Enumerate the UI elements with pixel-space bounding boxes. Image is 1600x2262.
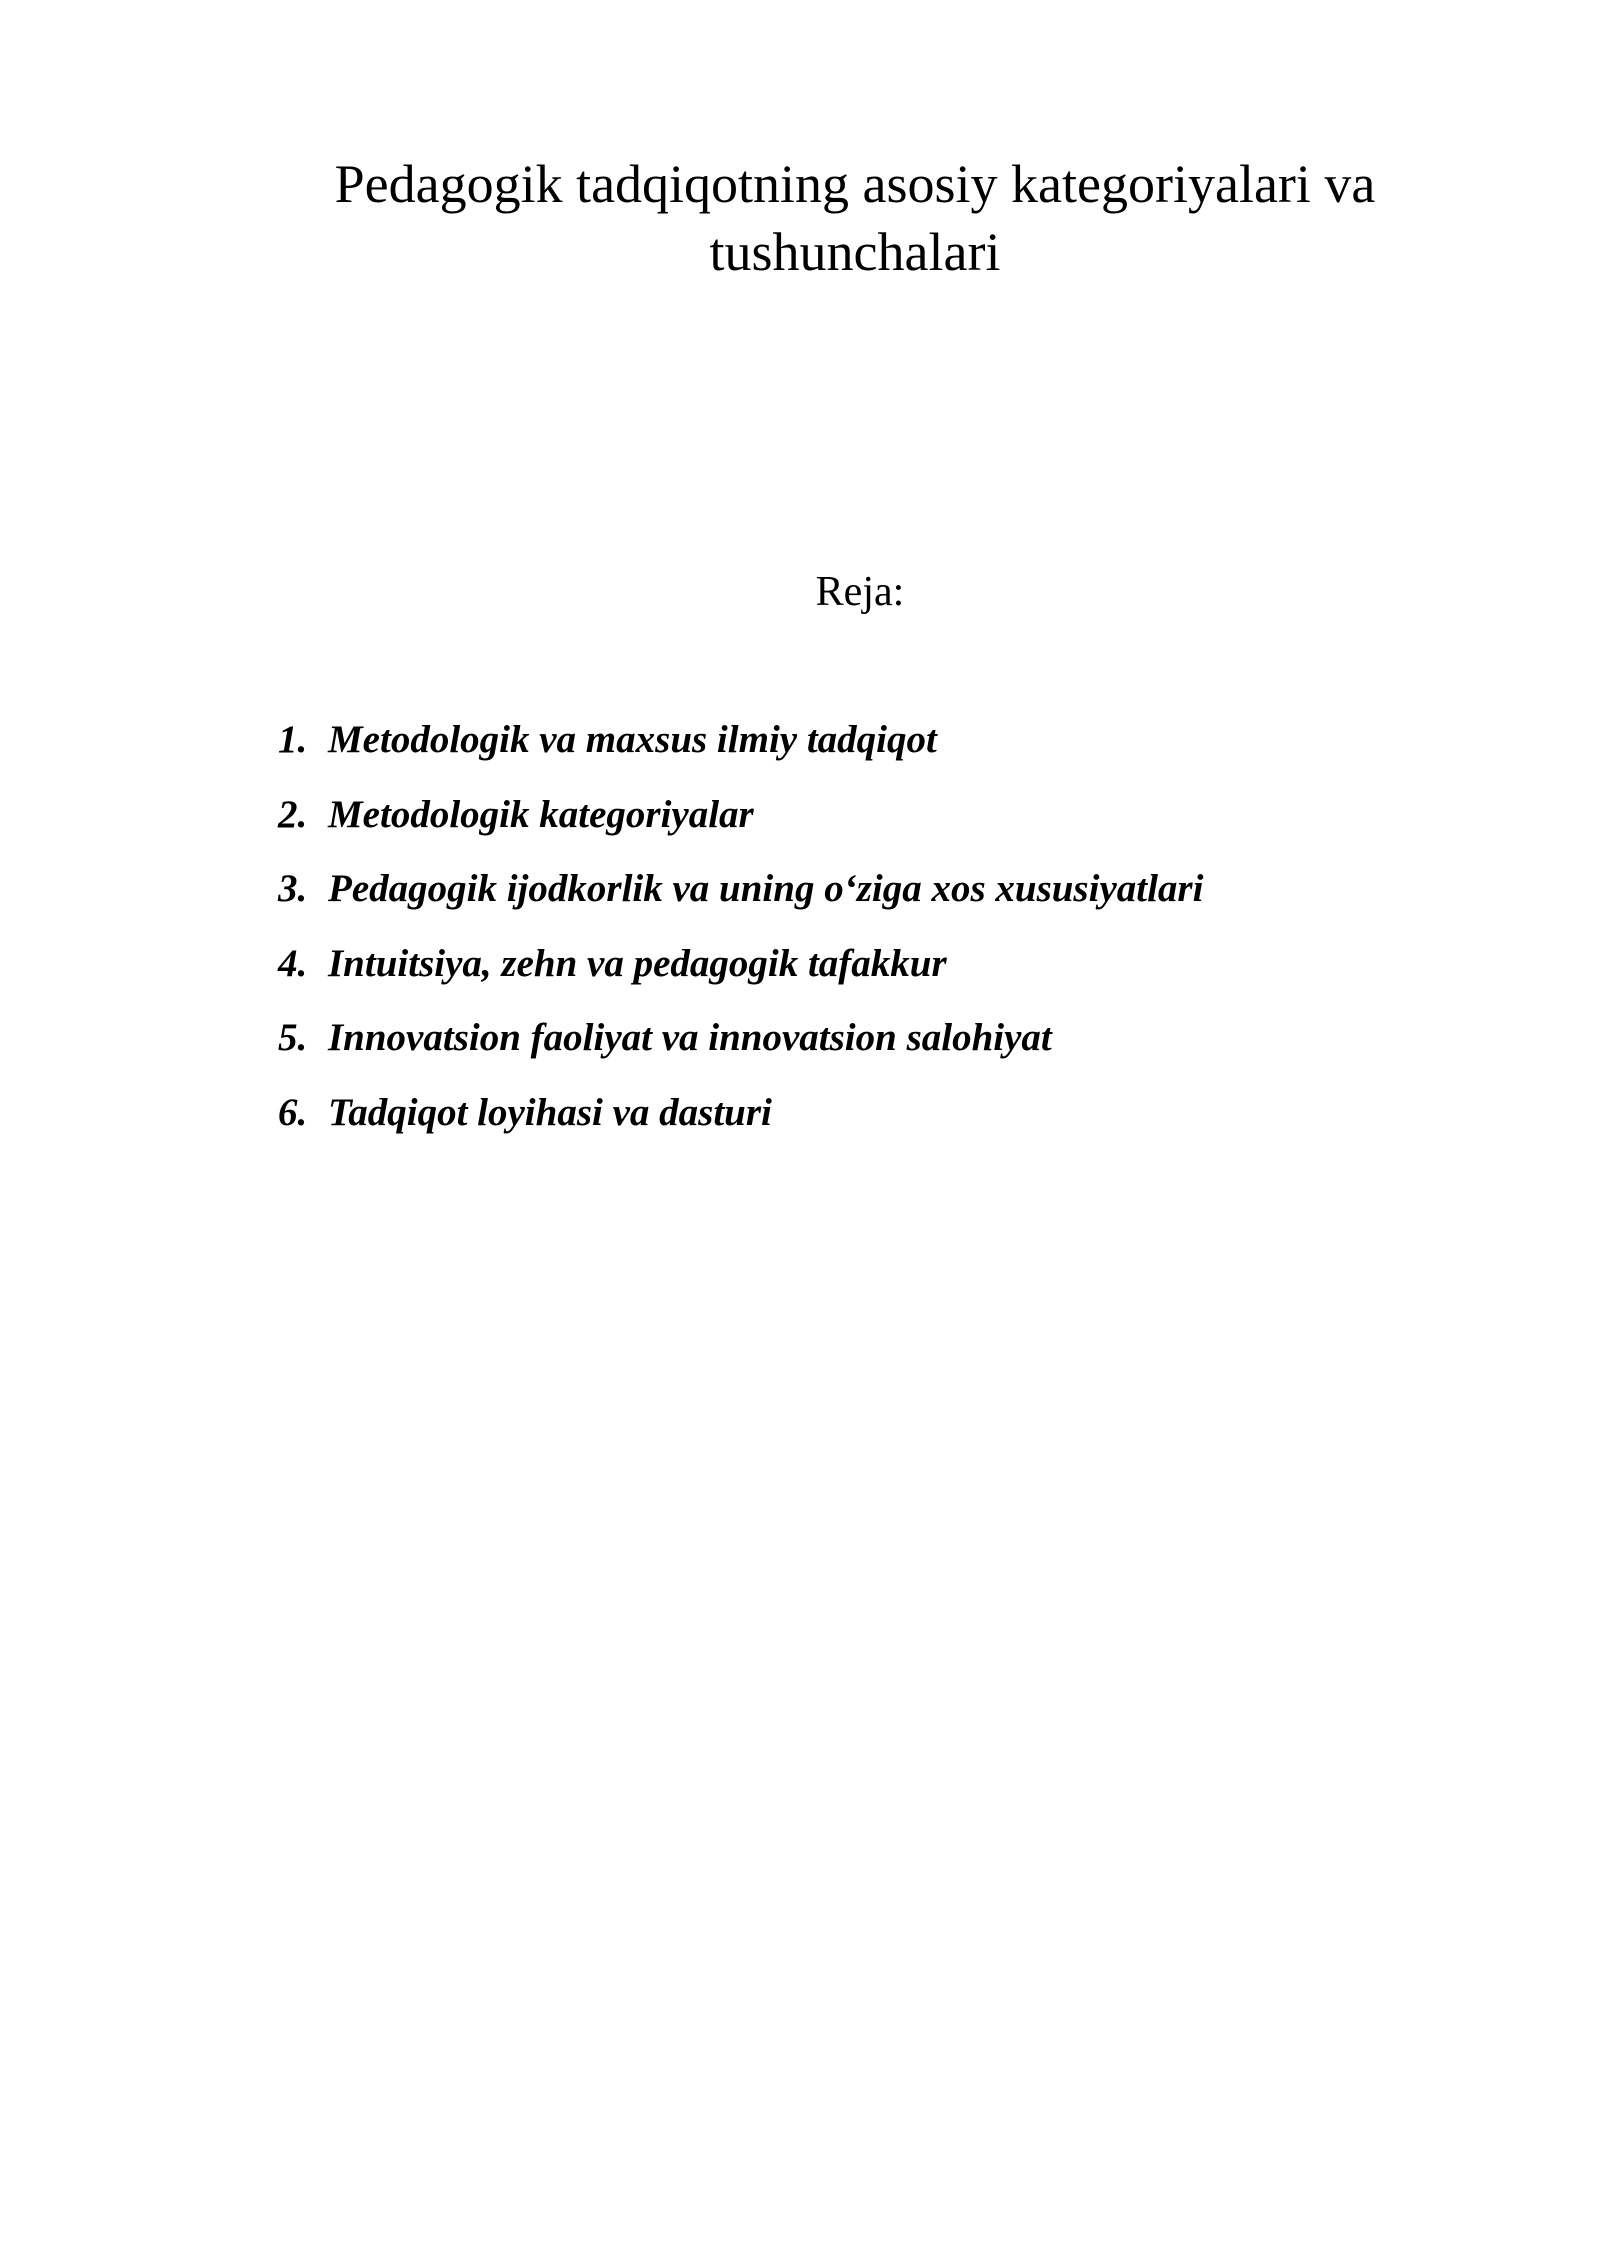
plan-item-text: Metodologik va maxsus ilmiy tadqiqot bbox=[328, 718, 937, 761]
plan-item bbox=[278, 791, 1203, 866]
plan-item-number: 6. bbox=[278, 1090, 308, 1134]
plan-item-text: Tadqiqot loyihasi va dasturi bbox=[328, 1090, 772, 1134]
plan-item-number: 3. bbox=[278, 867, 308, 910]
document-title: Pedagogik tadqiqotning asosiy kategoriyalari va tushunchalari bbox=[334, 154, 1376, 282]
plan-item-text: Intuitsiya, zehn va pedagogik tafakkur bbox=[328, 941, 947, 985]
plan-item-text: Metodologik kategoriyalar bbox=[328, 792, 754, 836]
plan-item bbox=[278, 1089, 1203, 1164]
plan-item bbox=[278, 1014, 1203, 1089]
plan-item-text: Innovatsion faoliyat va innovatsion salohiyat bbox=[328, 1016, 1052, 1059]
plan-item-number: 2. bbox=[278, 792, 308, 836]
plan-item-number: 5. bbox=[278, 1016, 308, 1059]
plan-item bbox=[278, 716, 1203, 791]
plan-list bbox=[278, 716, 1203, 1163]
plan-item bbox=[278, 865, 1203, 940]
plan-item-number: 1. bbox=[278, 718, 308, 761]
plan-item bbox=[278, 940, 1203, 1015]
plan-item-number: 4. bbox=[278, 941, 308, 985]
plan-item-text: Pedagogik ijodkorlik va uning o‘ziga xos xususiyatlari bbox=[328, 867, 1204, 910]
plan-heading: Reja: bbox=[815, 569, 905, 615]
